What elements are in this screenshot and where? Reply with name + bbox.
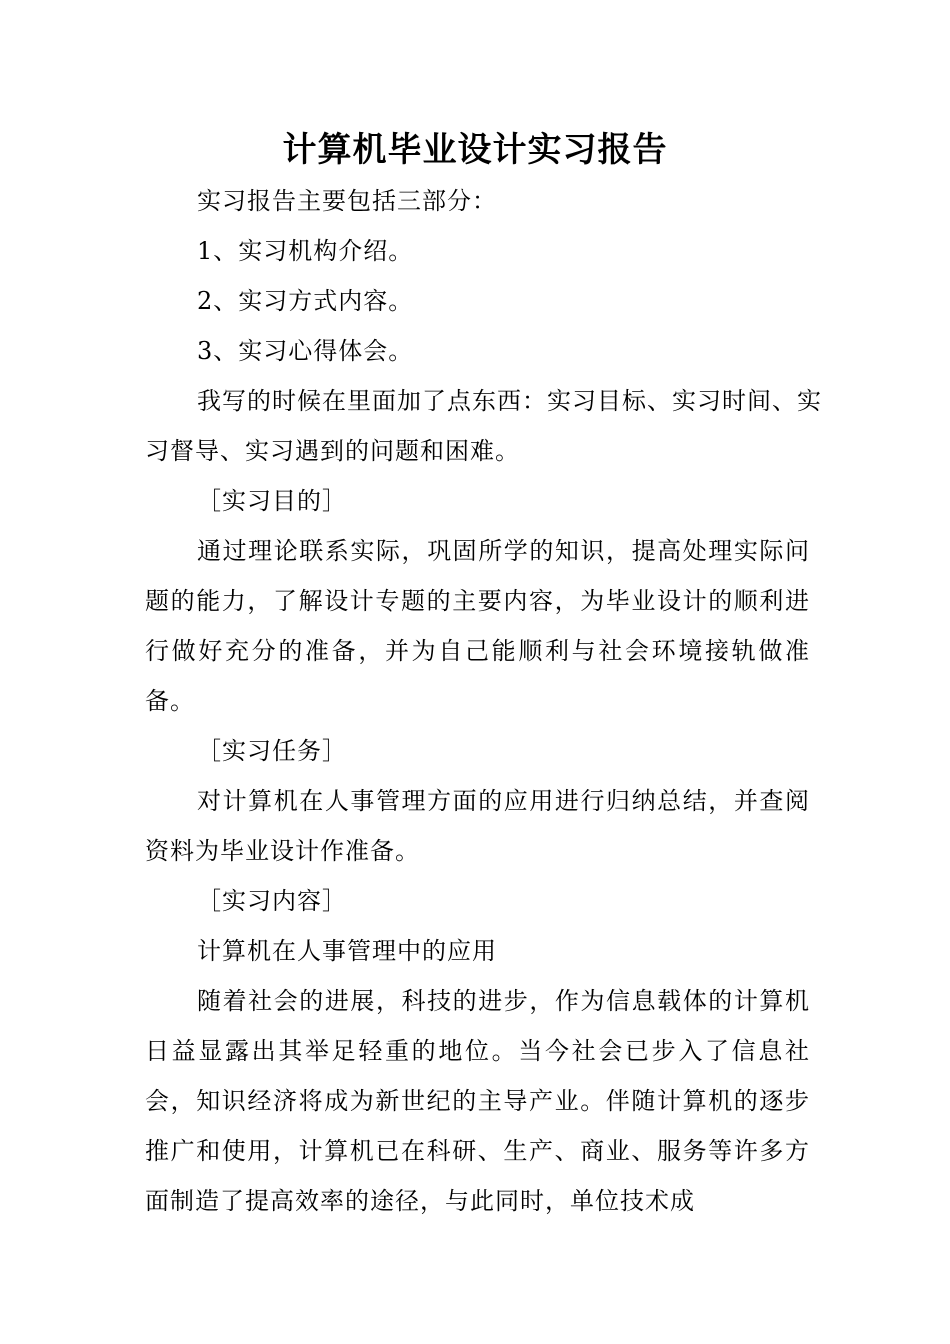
- section-text-purpose: 通过理论联系实际，巩固所学的知识，提高处理实际问题的能力，了解设计专题的主要内容，为毕业设计的顺利进行做好充分的准备，并为自己能顺利与社会环境接轨做准备。: [145, 537, 810, 715]
- document-body: [145, 176, 822, 1226]
- intro-paragraph: 实习报告主要包括三部分：: [197, 187, 497, 215]
- list-item: 3、实习心得体会。: [197, 337, 414, 365]
- section-text-task: 对计算机在人事管理方面的应用进行归纳总结，并查阅资料为毕业设计作准备。: [145, 787, 810, 865]
- section-text-content: 随着社会的进展，科技的进步，作为信息载体的计算机日益显露出其举足轻重的地位。当今社会已步入了信息社会，知识经济将成为新世纪的主导产业。伴随计算机的逐步推广和使用，计算机已在科研、生产、商业、服务等许多方面制造了提高效率的途径，与此同时，单位技术成: [145, 987, 810, 1215]
- note-paragraph: 我写的时候在里面加了点东西：实习目标、实习时间、实习督导、实习遇到的问题和困难。: [145, 387, 822, 465]
- section-heading-content: ［实习内容］: [197, 887, 347, 915]
- list-item: 1、实习机构介绍。: [197, 237, 414, 265]
- document-title: 计算机毕业设计实习报告: [282, 130, 668, 170]
- section-heading-task: ［实习任务］: [197, 737, 347, 765]
- section-subheading-content: 计算机在人事管理中的应用: [197, 937, 497, 965]
- section-heading-purpose: ［实习目的］: [197, 487, 347, 515]
- list-item: 2、实习方式内容。: [197, 287, 414, 315]
